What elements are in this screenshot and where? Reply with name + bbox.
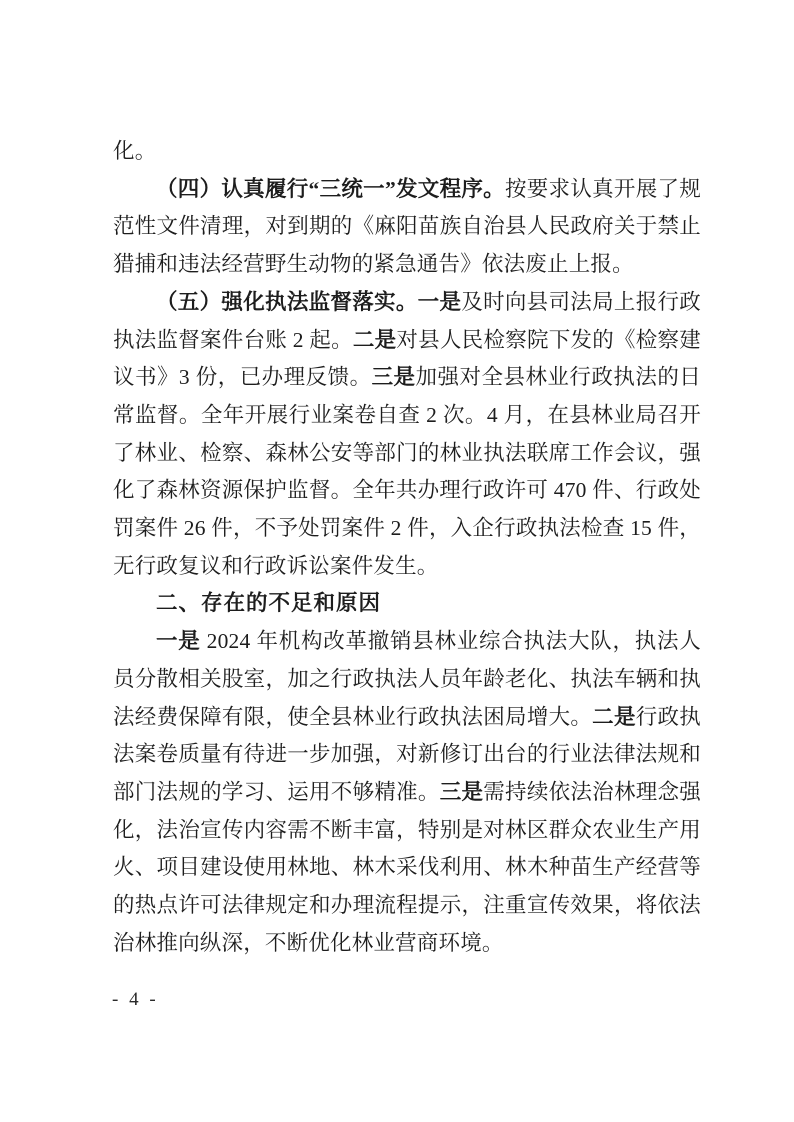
section-five-item3-text: 加强对全县林业行政执法的日常监督。全年开展行业案卷自查 2 次。4 月，在县林业局召开了林业、检察、森林公安等部门的林业执法联席工作会议，强化了森林资源保护监督。全年共办理行政许可 470 件、行政处罚案件 26 件，不予处罚案件 2 件，入企行政执法检查 15 件，无行政复议和行政诉讼案件发生。 [113,365,701,578]
section-four-heading: （四）认真履行“三统一”发文程序。 [156,176,505,201]
section-five-item2-label: 二是 [352,327,397,352]
section-five-item3-label: 三是 [371,365,416,390]
continuation-text: 化。 [113,139,157,163]
paragraph-section-five [113,284,701,586]
section-five-item1-text: 及时向县司法局上报行政执法监督案件台账 2 起。 [113,289,702,352]
issues-item2-text: 行政执法案卷质量有待进一步加强，对新修订出台的行业法律法规和部门法规的学习、运用不够精准。 [113,704,701,804]
section-five-heading: （五）强化执法监督落实。 [156,289,418,314]
section-five-item1-label: 一是 [417,289,462,314]
issues-item1-label: 一是 [156,629,201,654]
paragraph-issues [113,623,701,962]
paragraph-section-four [113,171,701,284]
section-five-item2-text: 对县人民检察院下发的《检察建议书》3 份，已办理反馈。 [113,327,701,390]
issues-item3-text: 需持续依法治林理念强化，法治宣传内容需不断丰富，特别是对林区群众农业生产用火、项目建设使用林地、林木采伐利用、林木种苗生产经营等的热点许可法律规定和办理流程提示，注重宣传效果，将依法治林推向纵深，不断优化林业营商环境。 [113,779,701,955]
issues-item2-label: 二是 [592,704,636,729]
paragraph-continuation [113,133,701,171]
document-body [113,133,701,962]
section-two-heading [113,585,701,623]
section-four-body: 按要求认真开展了规范性文件清理，对到期的《麻阳苗族自治县人民政府关于禁止猎捕和违法经营野生动物的紧急通告》依法废止上报。 [113,176,701,277]
issues-item3-label: 三是 [439,779,484,804]
issues-item1-text: 2024 年机构改革撤销县林业综合执法大队，执法人员分散相关股室，加之行政执法人员年龄老化、执法车辆和执法经费保障有限，使全县林业行政执法困局增大。 [113,629,701,729]
page-number: - 4 - [112,989,159,1010]
section-two-heading-text: 二、存在的不足和原因 [156,591,382,616]
